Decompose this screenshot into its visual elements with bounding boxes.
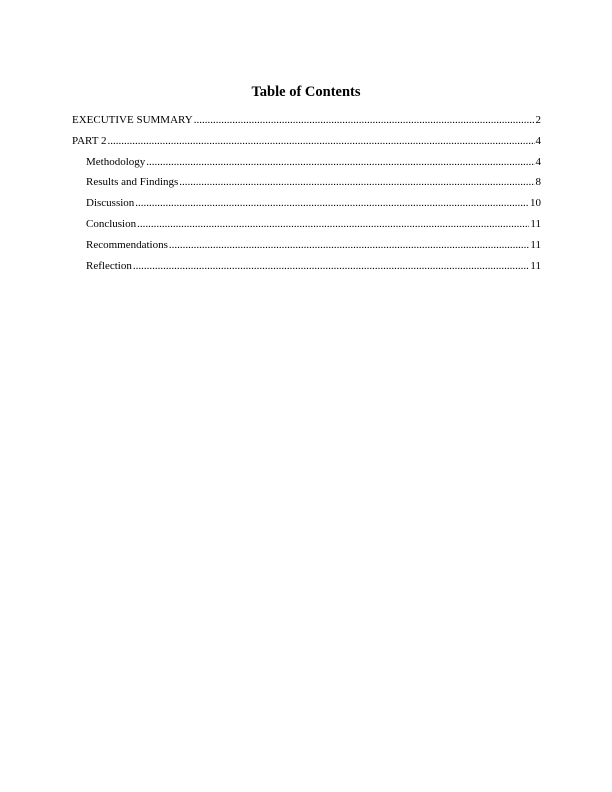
toc-entry-label: Results and Findings xyxy=(86,176,179,189)
toc-entry-conclusion[interactable] xyxy=(72,217,541,238)
toc-entry-reflection[interactable] xyxy=(72,259,541,280)
toc-entry-label: Methodology xyxy=(86,155,146,168)
toc-entry-page: 8 xyxy=(535,176,541,189)
toc-dot-leader xyxy=(194,113,535,127)
toc-dot-leader xyxy=(133,259,530,273)
toc-entry-part-2[interactable] xyxy=(72,134,541,155)
toc-dot-leader xyxy=(137,217,529,231)
toc-dot-leader xyxy=(179,175,534,189)
toc-entry-label: EXECUTIVE SUMMARY xyxy=(72,114,193,126)
toc-entry-page: 11 xyxy=(530,259,541,272)
toc-entry-label: Recommendations xyxy=(86,238,168,251)
toc-entry-page: 11 xyxy=(530,217,541,230)
toc-title: Table of Contents xyxy=(251,84,361,100)
toc-entry-page: 4 xyxy=(535,155,541,168)
toc-dot-leader xyxy=(108,134,535,148)
toc-entry-executive-summary[interactable] xyxy=(72,113,541,134)
toc-entry-methodology[interactable] xyxy=(72,155,541,176)
toc-entry-label: Discussion xyxy=(86,197,135,210)
toc-entry-page: 11 xyxy=(530,238,541,251)
toc-entry-label: Conclusion xyxy=(86,217,137,230)
toc-entry-page: 10 xyxy=(530,197,541,210)
toc-entry-recommendations[interactable] xyxy=(72,238,541,259)
toc-entry-page: 2 xyxy=(535,114,541,126)
toc-entry-label: PART 2 xyxy=(72,134,107,147)
toc-entry-label: Reflection xyxy=(86,259,132,272)
toc-entry-results-and-findings[interactable] xyxy=(72,175,541,196)
toc-dot-leader xyxy=(169,238,530,252)
toc-entry-discussion[interactable] xyxy=(72,196,541,217)
toc-dot-leader xyxy=(135,196,529,210)
toc-entry-page: 4 xyxy=(535,134,541,147)
toc-dot-leader xyxy=(146,155,534,169)
toc-list xyxy=(72,113,541,279)
